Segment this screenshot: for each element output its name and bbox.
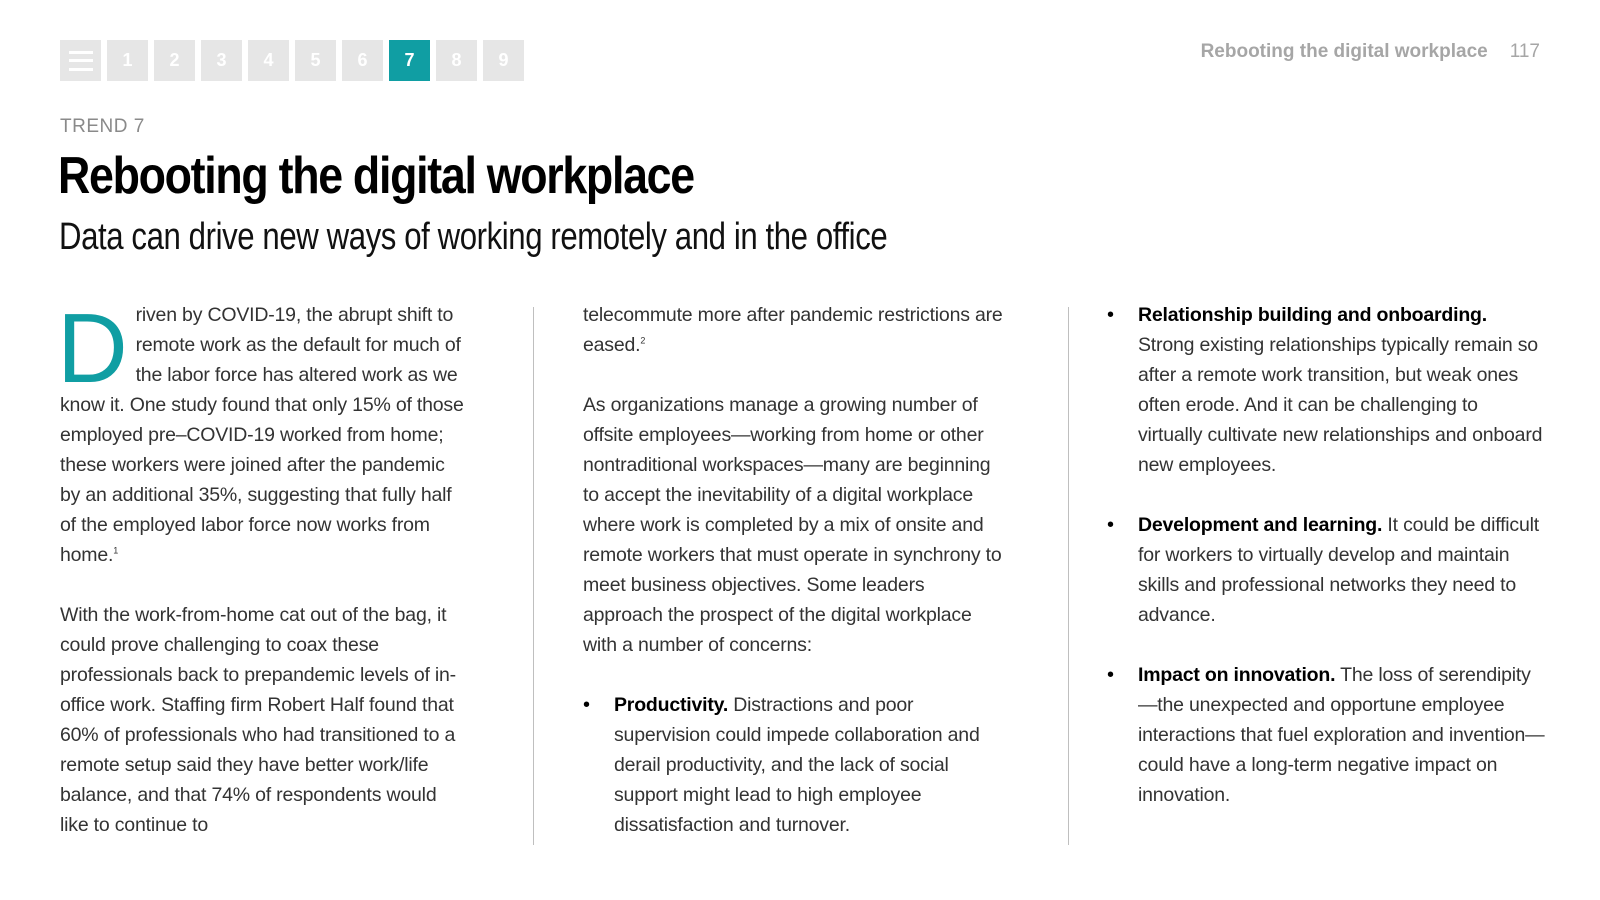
list-item-text: It could be difficult for workers to virtually develop and maintain skills and professional networks they need to advance. [1138, 514, 1539, 626]
paragraph [583, 300, 1003, 360]
paragraph-text: telecommute more after pandemic restrictions are eased. [583, 304, 1003, 356]
list-item [1107, 300, 1547, 480]
hamburger-menu-icon [69, 51, 93, 71]
nav-button-3[interactable]: 3 [201, 40, 242, 81]
footnote-ref-2[interactable]: 2 [640, 335, 646, 346]
list-item-lead: Development and learning. [1138, 514, 1383, 536]
paragraph: With the work-from-home cat out of the bag, it could prove challenging to coax these professionals back to prepandemic levels of in-office work. Staffing firm Robert Half found that 60% of professionals who had transitioned to a remote setup said they have better work/life balance, and that 74% of respondents would like to continue to [60, 604, 456, 836]
page-title: Rebooting the digital workplace [58, 147, 694, 205]
list-item [1107, 660, 1547, 810]
column-3 [1107, 300, 1547, 840]
nav-button-2[interactable]: 2 [154, 40, 195, 81]
concerns-list [583, 690, 1003, 840]
list-item [583, 690, 1003, 840]
column-divider [533, 307, 534, 845]
chapter-nav [60, 40, 524, 81]
menu-button[interactable] [60, 40, 101, 81]
column-1 [57, 293, 470, 870]
list-item-text: The loss of serendipity—the unexpected and opportune employee interactions that fuel exploration and invention—could have a long-term negative impact on innovation. [1138, 664, 1545, 806]
nav-button-8[interactable]: 8 [436, 40, 477, 81]
column-2 [583, 300, 1003, 870]
page-number: 117 [1509, 41, 1540, 62]
nav-button-4[interactable]: 4 [248, 40, 289, 81]
running-header [1201, 40, 1540, 64]
list-item-lead: Relationship building and onboarding. [1138, 304, 1487, 326]
list-item-text: Strong existing relationships typically remain so after a remote work transition, but weak ones often erode. And it can be challenging to virtually cultivate new relationships and onboard new employees. [1138, 334, 1543, 476]
footnote-ref-1[interactable]: 1 [113, 545, 119, 556]
trend-kicker: TREND 7 [60, 116, 145, 137]
list-item-lead: Impact on innovation. [1138, 664, 1336, 686]
list-item-text: Distractions and poor supervision could impede collaboration and derail productivity, and the lack of social support might lead to high employee dissatisfaction and turnover. [614, 694, 980, 836]
list-item [1107, 510, 1547, 630]
nav-button-1[interactable]: 1 [107, 40, 148, 81]
concerns-list [1107, 300, 1547, 810]
nav-button-9[interactable]: 9 [483, 40, 524, 81]
list-item-lead: Productivity. [614, 694, 729, 716]
intro-text: riven by COVID-19, the abrupt shift to remote work as the default for much of the labor force has altered work as we know it. One study found that only 15% of those employed pre–COVID-19 worked from home; these workers were joined after the pandemic by an additional 35%, suggesting that fully half of the employed labor force now works from home. [60, 304, 464, 566]
column-divider [1068, 307, 1069, 845]
drop-cap: D [57, 293, 128, 403]
paragraph: As organizations manage a growing number of offsite employees—working from home or other nontraditional workspaces—many are beginning to accept the inevitability of a digital workplace where work is completed by a mix of onsite and remote workers that must operate in synchrony to meet business objectives. Some leaders approach the prospect of the digital workplace with a number of concerns: [583, 394, 1002, 656]
nav-button-5[interactable]: 5 [295, 40, 336, 81]
running-title: Rebooting the digital workplace [1200, 41, 1488, 62]
page-subtitle: Data can drive new ways of working remotely and in the office [59, 216, 888, 258]
nav-button-6[interactable]: 6 [342, 40, 383, 81]
intro-paragraph [57, 293, 470, 570]
nav-button-7[interactable]: 7 [389, 40, 430, 81]
